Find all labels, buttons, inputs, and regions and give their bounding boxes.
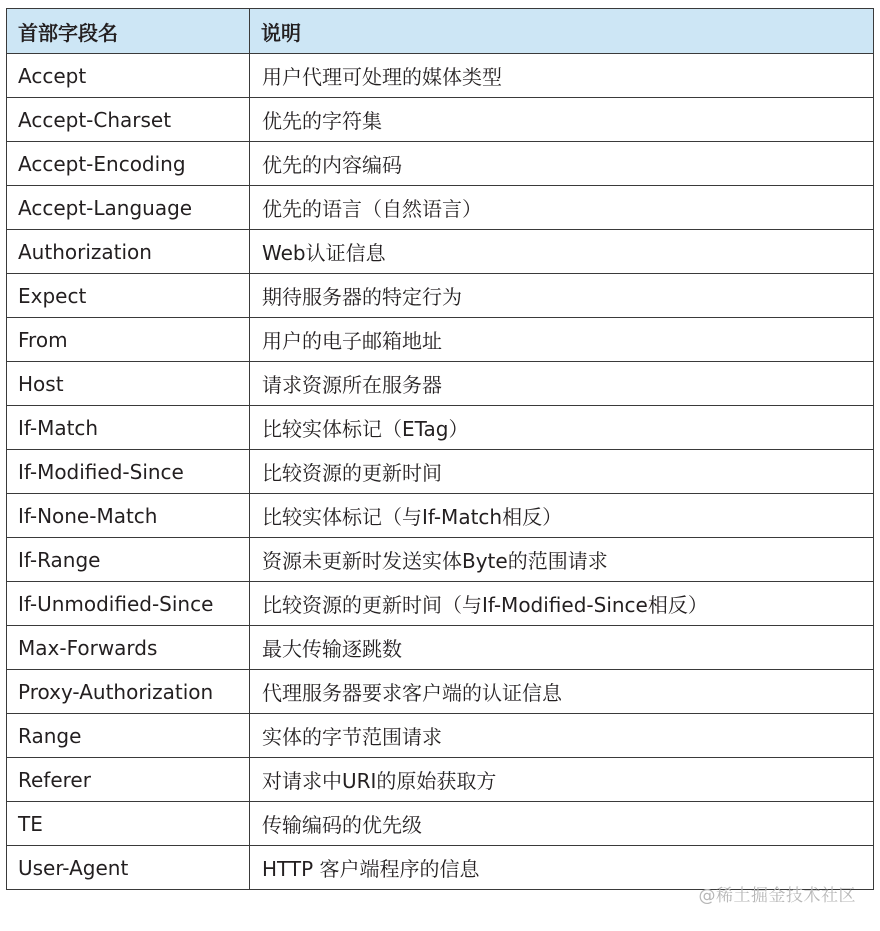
table-row	[7, 670, 874, 714]
description-cell: 期待服务器的特定行为	[250, 274, 874, 318]
table-row	[7, 186, 874, 230]
table-row	[7, 274, 874, 318]
table-header-row	[7, 9, 874, 54]
field-name-cell: Accept	[7, 54, 250, 98]
table-body	[7, 54, 874, 890]
field-name-cell: Range	[7, 714, 250, 758]
field-name-cell: Host	[7, 362, 250, 406]
table-row	[7, 406, 874, 450]
description-cell: 比较实体标记（与If-Match相反）	[250, 494, 874, 538]
description-cell: 比较资源的更新时间	[250, 450, 874, 494]
table-row	[7, 54, 874, 98]
table-row	[7, 802, 874, 846]
field-name-cell: Accept-Charset	[7, 98, 250, 142]
description-cell: 对请求中URI的原始获取方	[250, 758, 874, 802]
field-name-cell: Max-Forwards	[7, 626, 250, 670]
description-cell: 请求资源所在服务器	[250, 362, 874, 406]
table-row	[7, 318, 874, 362]
description-cell: 用户的电子邮箱地址	[250, 318, 874, 362]
table-row	[7, 758, 874, 802]
field-name-cell: TE	[7, 802, 250, 846]
field-name-cell: Proxy-Authorization	[7, 670, 250, 714]
column-header-field: 首部字段名	[7, 9, 250, 54]
field-name-cell: If-Unmodified-Since	[7, 582, 250, 626]
description-cell: Web认证信息	[250, 230, 874, 274]
column-header-description: 说明	[250, 9, 874, 54]
field-name-cell: Authorization	[7, 230, 250, 274]
description-cell: HTTP 客户端程序的信息	[250, 846, 874, 890]
description-cell: 资源未更新时发送实体Byte的范围请求	[250, 538, 874, 582]
field-name-cell: If-Range	[7, 538, 250, 582]
field-name-cell: Referer	[7, 758, 250, 802]
table-row	[7, 230, 874, 274]
field-name-cell: Expect	[7, 274, 250, 318]
description-cell: 实体的字节范围请求	[250, 714, 874, 758]
watermark: @稀土掘金技术社区	[698, 886, 856, 906]
table-row	[7, 142, 874, 186]
field-name-cell: From	[7, 318, 250, 362]
description-cell: 用户代理可处理的媒体类型	[250, 54, 874, 98]
description-cell: 优先的语言（自然语言）	[250, 186, 874, 230]
table-row	[7, 362, 874, 406]
field-name-cell: Accept-Language	[7, 186, 250, 230]
field-name-cell: If-Modified-Since	[7, 450, 250, 494]
table-row	[7, 98, 874, 142]
table-row	[7, 538, 874, 582]
description-cell: 优先的内容编码	[250, 142, 874, 186]
table-row	[7, 626, 874, 670]
field-name-cell: Accept-Encoding	[7, 142, 250, 186]
description-cell: 代理服务器要求客户端的认证信息	[250, 670, 874, 714]
table-row	[7, 450, 874, 494]
field-name-cell: If-Match	[7, 406, 250, 450]
table-row	[7, 582, 874, 626]
field-name-cell: If-None-Match	[7, 494, 250, 538]
description-cell: 最大传输逐跳数	[250, 626, 874, 670]
header-fields-table-container	[6, 8, 873, 890]
table-head	[7, 9, 874, 54]
header-fields-table	[6, 8, 874, 890]
description-cell: 优先的字符集	[250, 98, 874, 142]
field-name-cell: User-Agent	[7, 846, 250, 890]
table-row	[7, 494, 874, 538]
description-cell: 比较资源的更新时间（与If-Modified-Since相反）	[250, 582, 874, 626]
description-cell: 传输编码的优先级	[250, 802, 874, 846]
description-cell: 比较实体标记（ETag）	[250, 406, 874, 450]
table-row	[7, 714, 874, 758]
